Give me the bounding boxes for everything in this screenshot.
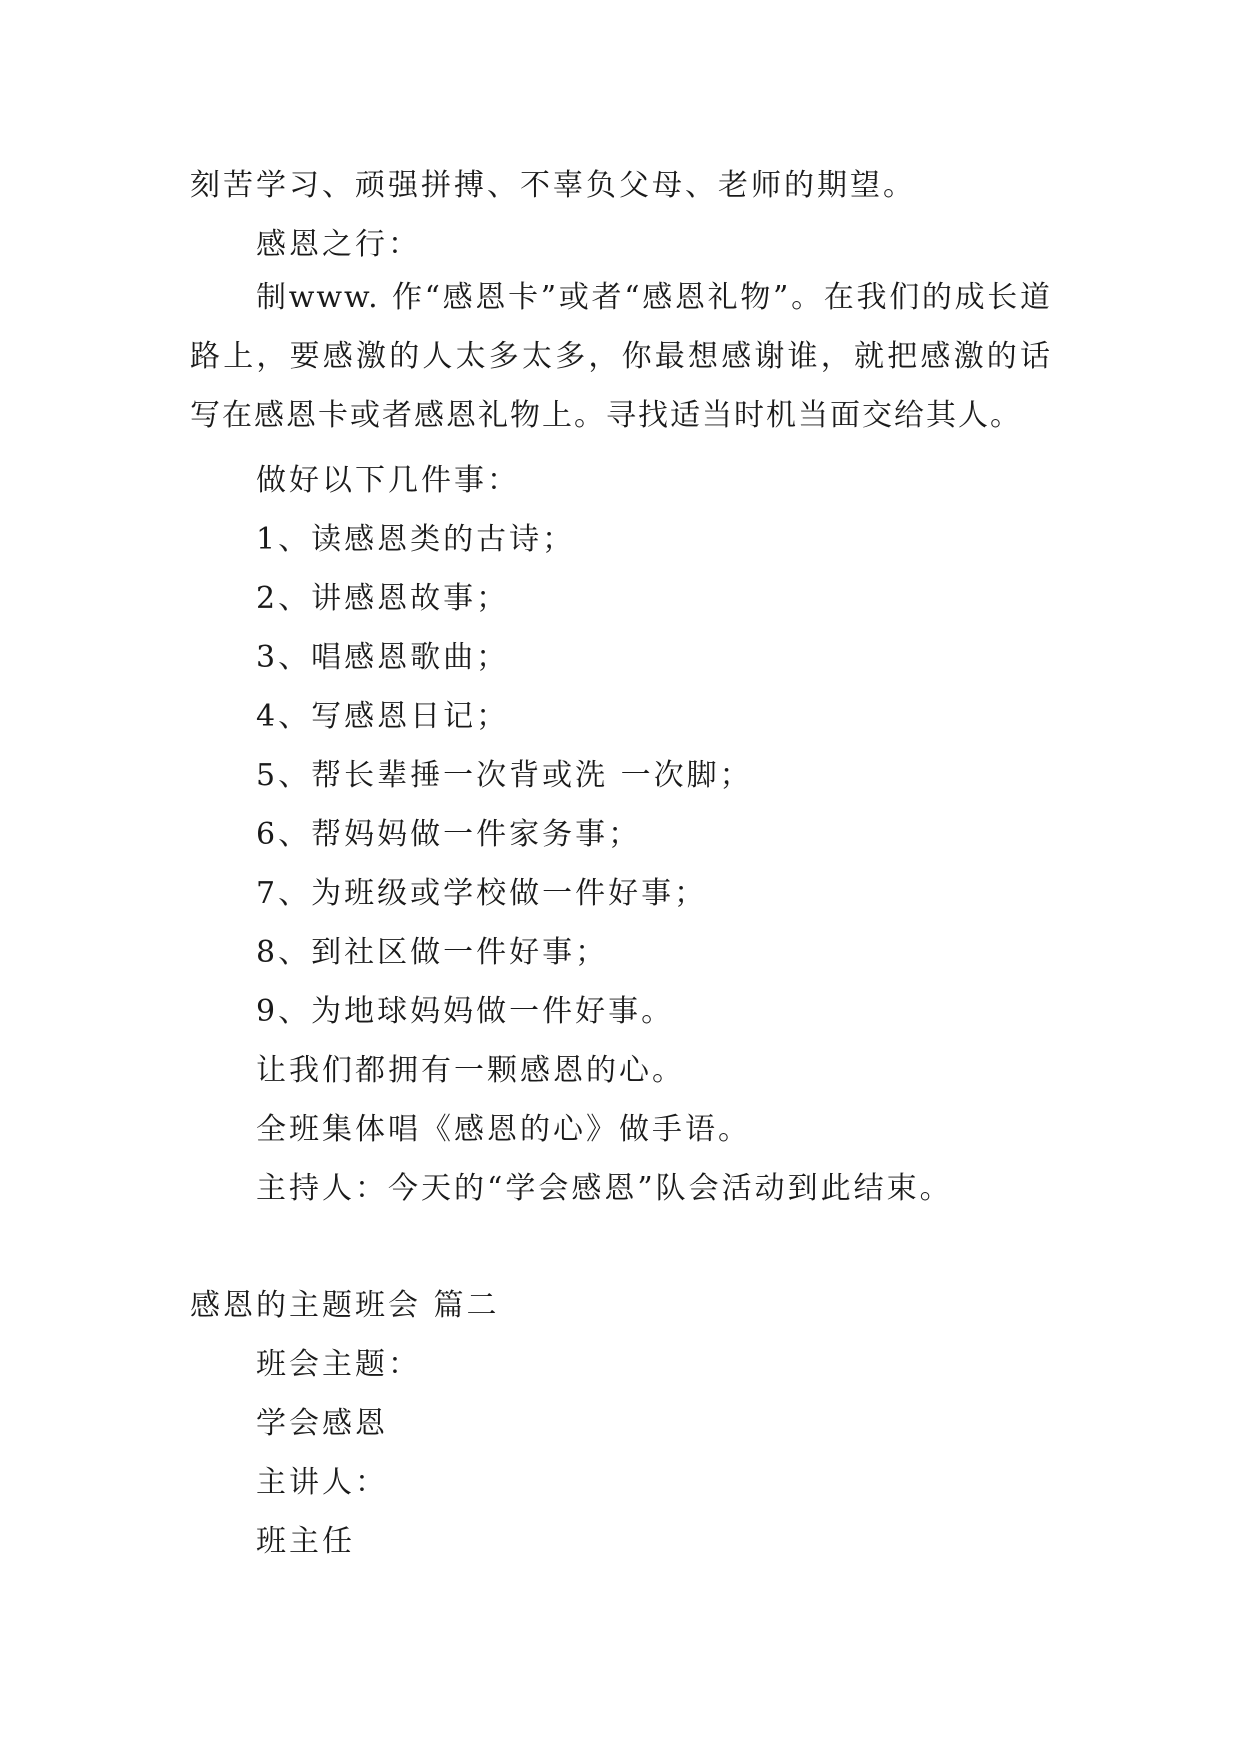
todo-item: 9、为地球妈妈做一件好事。 [256, 994, 675, 1029]
section-title: 感恩的主题班会 篇二 [190, 1288, 500, 1323]
speaker-value: 班主任 [256, 1524, 355, 1559]
theme-value: 学会感恩 [256, 1406, 388, 1441]
closing-line: 全班集体唱《感恩的心》做手语。 [256, 1112, 751, 1147]
todo-item: 6、帮妈妈做一件家务事； [256, 817, 642, 852]
todo-item: 2、讲感恩故事； [256, 581, 510, 616]
intro-line: 刻苦学习、顽强拼搏、不辜负父母、老师的期望。 [190, 168, 916, 203]
todo-item: 8、到社区做一件好事； [256, 935, 609, 970]
todo-item: 1、读感恩类的古诗； [256, 522, 576, 557]
todo-item: 7、为班级或学校做一件好事； [256, 876, 708, 911]
closing-line: 让我们都拥有一颗感恩的心。 [256, 1053, 685, 1088]
gratitude-action-heading: 感恩之行： [256, 227, 421, 262]
card-paragraph: 制www. 作“感恩卡”或者“感恩礼物”。在我们的成长道路上，要感激的人太多太多，你最想感谢谁，就把感激的话写在感恩卡或者感恩礼物上。寻找适当时机当面交给其人。 [190, 280, 1052, 433]
closing-line: 主持人：今天的“学会感恩”队会活动到此结束。 [256, 1171, 953, 1206]
speaker-label: 主讲人： [256, 1465, 388, 1500]
todo-item: 5、帮长辈捶一次背或洗 一次脚； [256, 758, 753, 793]
theme-label: 班会主题： [256, 1347, 421, 1382]
todo-heading: 做好以下几件事： [256, 463, 520, 498]
todo-item: 4、写感恩日记； [256, 699, 510, 734]
todo-item: 3、唱感恩歌曲； [256, 640, 510, 675]
